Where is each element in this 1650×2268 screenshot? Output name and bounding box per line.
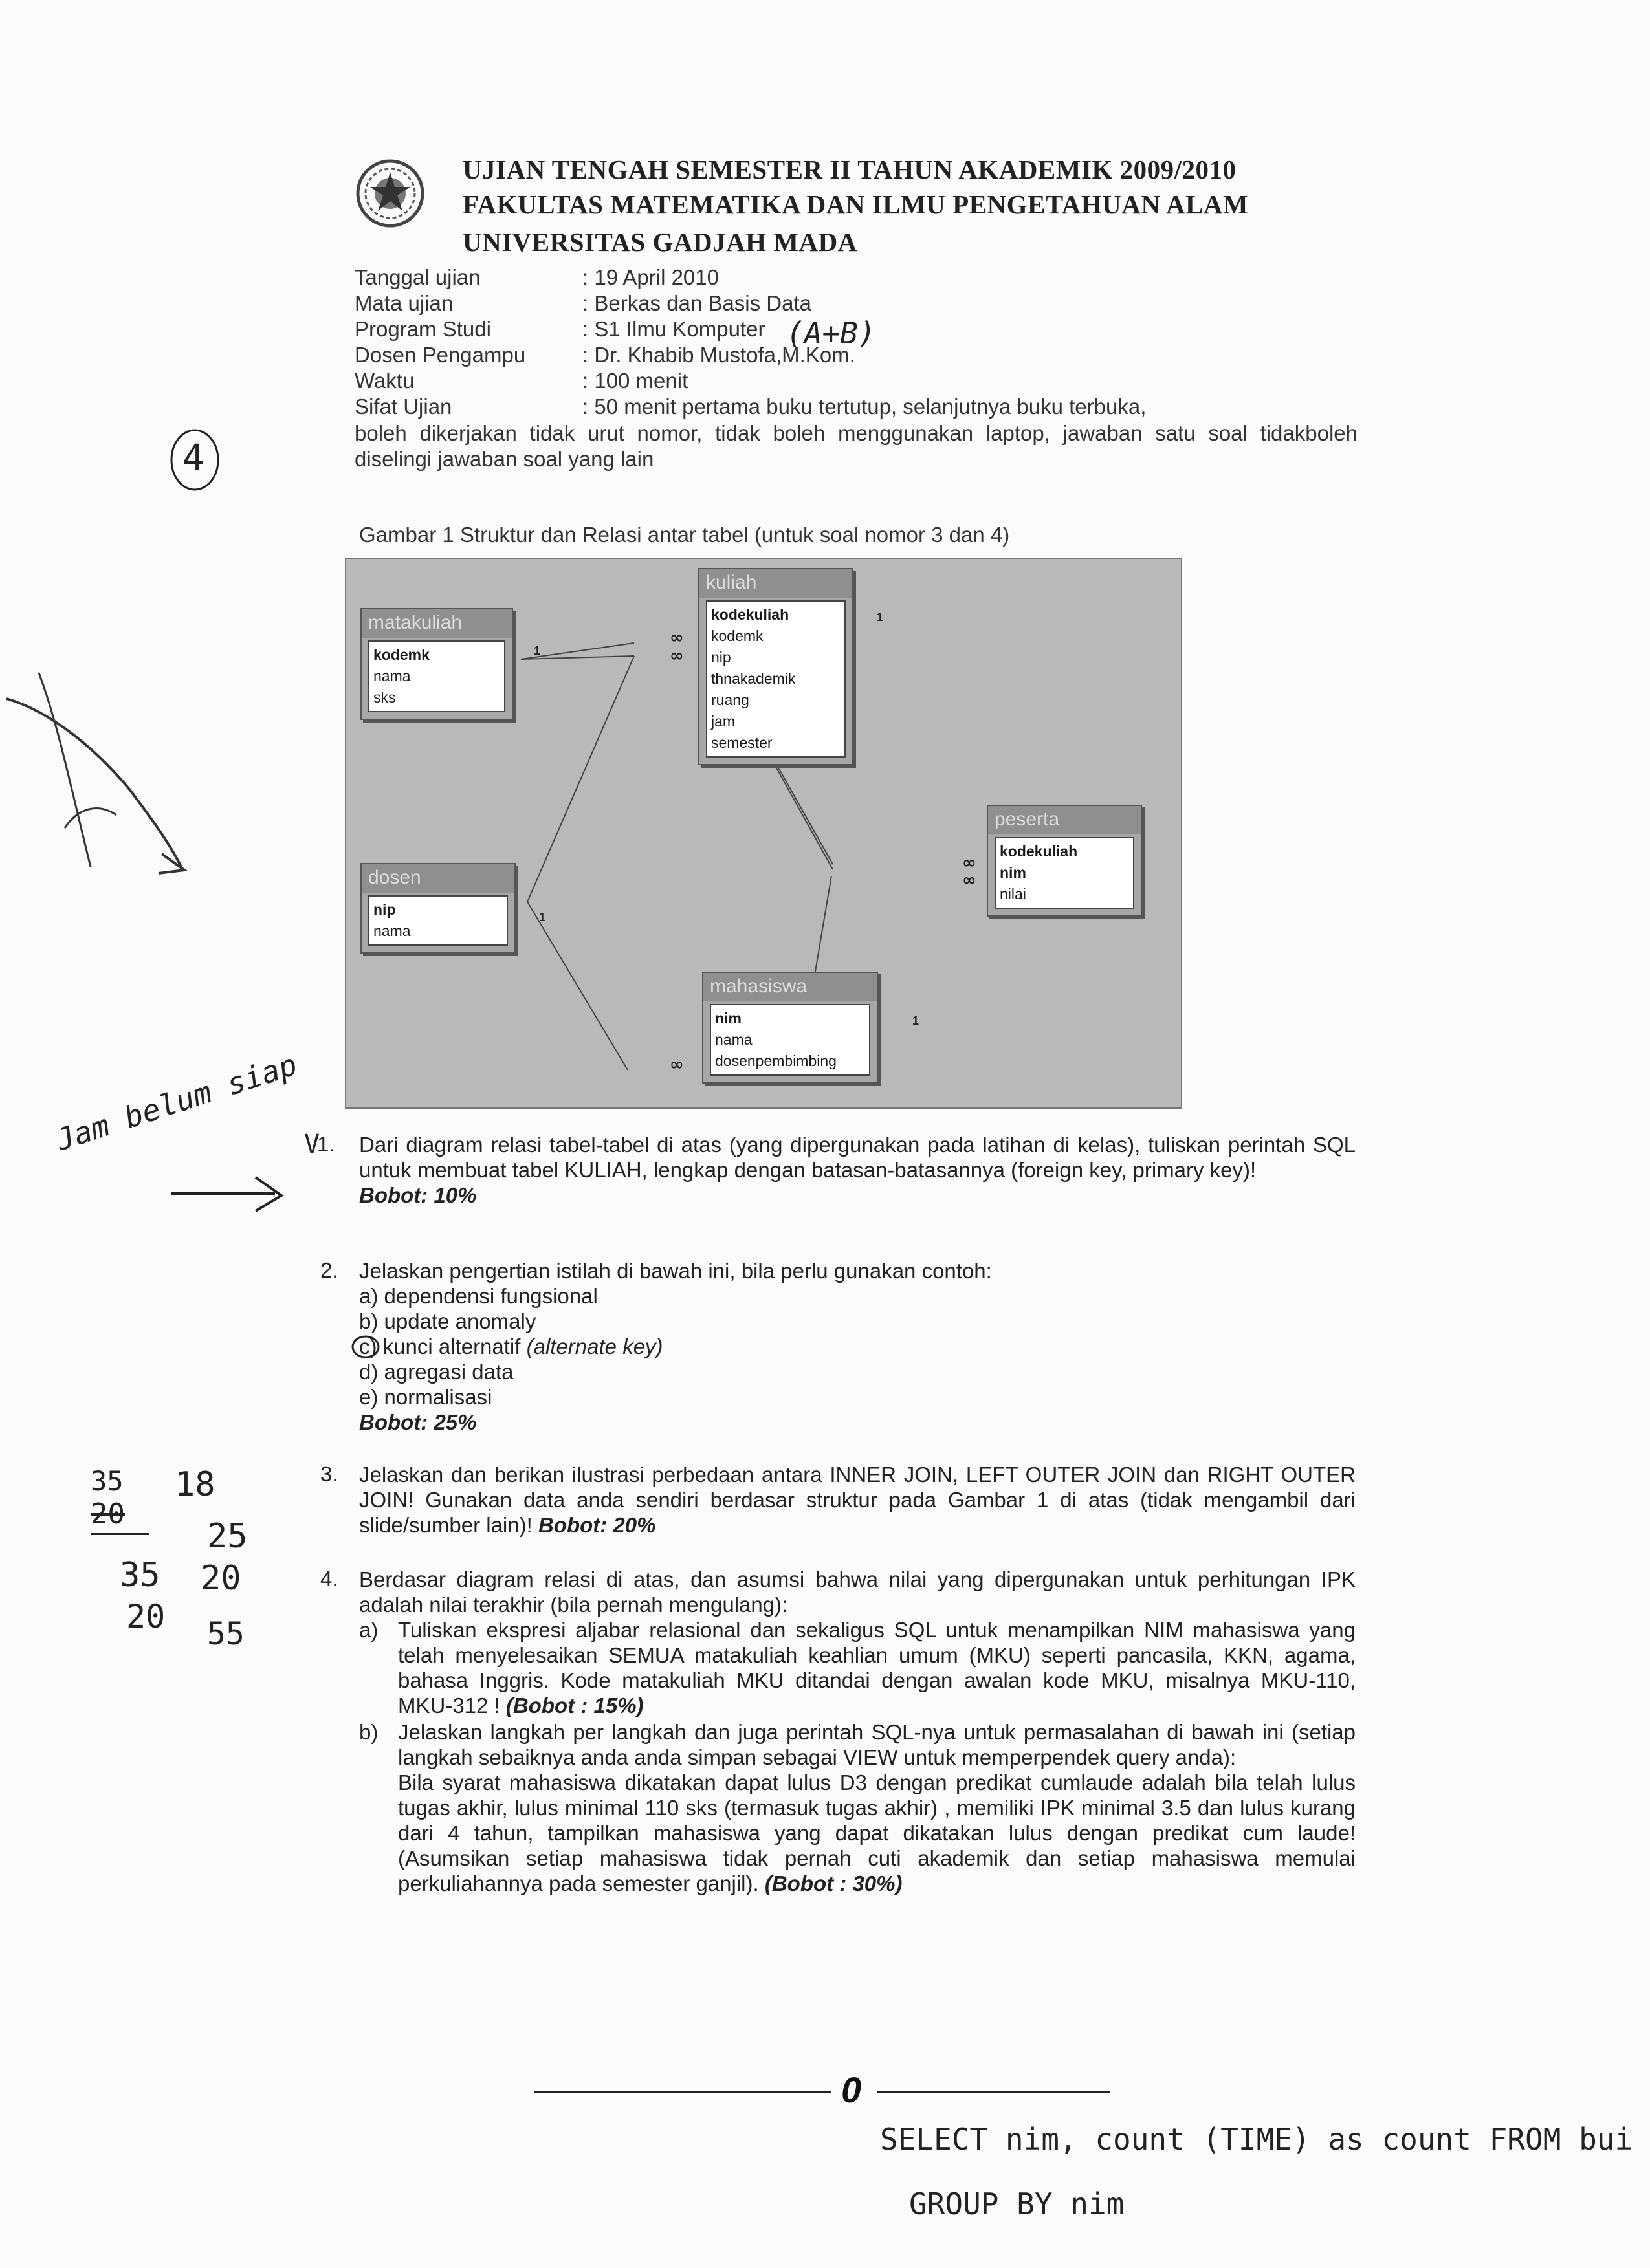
field: kodemk [711,627,764,644]
table-fields [995,837,1134,909]
question-4b-problem [398,1770,1356,1896]
end-line-left [534,2091,831,2093]
table-title: matakuliah [362,609,512,638]
info-label: Mata ujian [355,291,454,315]
handwritten-number: 20 [91,1498,125,1531]
question-1-text [359,1132,1356,1208]
question-2-bobot: Bobot: 25% [359,1410,477,1434]
rel-many-symbol: ∞ [670,1055,684,1074]
handwritten-check-v: V [304,1129,320,1159]
info-value: : S1 Ilmu Komputer [582,317,765,341]
info-value: : 50 menit pertama buku tertutup, selanjutnya buku terbuka, [582,395,1147,419]
header-university: UNIVERSITAS GADJAH MADA [463,227,857,257]
info-label: Dosen Pengampu [355,343,526,367]
rel-one-label: 1 [912,1014,919,1027]
info-value: : 100 menit [582,369,688,393]
field-pk: nip [373,901,396,918]
item-c-label: c) kunci alternatif [359,1335,521,1358]
handwritten-number: 35 [120,1556,160,1595]
info-label: Program Studi [355,317,491,341]
table-matakuliah [360,608,513,720]
question-3-text [359,1462,1356,1538]
rel-many-symbol: ∞ [962,871,976,890]
header-title: UJIAN TENGAH SEMESTER II TAHUN AKADEMIK 2009/2010 [463,155,1237,184]
rel-one-label: 1 [877,611,884,624]
handwritten-underline [91,1533,149,1535]
table-kuliah [698,568,853,765]
question-2-item-e: e) normalisasi [359,1385,492,1409]
handwritten-ab-note: (A+B) [786,316,876,351]
header-faculty: FAKULTAS MATEMATIKA DAN ILMU PENGETAHUAN ALAM [463,190,1249,219]
handwritten-number: 25 [207,1517,248,1556]
table-peserta [987,805,1142,917]
table-title: kuliah [699,569,852,598]
question-4a-label: a) [359,1618,379,1642]
handwritten-circled-number: 4 [182,437,204,479]
table-fields [710,1004,870,1076]
table-mahasiswa [702,972,878,1084]
info-label: Tanggal ujian [355,265,481,289]
table-fields [706,600,846,758]
question-4a-bobot: (Bobot : 15%) [505,1694,644,1717]
field-pk: kodemk [373,646,430,663]
question-4b-label: b) [359,1720,379,1744]
table-dosen [360,863,516,954]
rel-many-symbol: ∞ [962,853,976,873]
question-3-number: 3. [320,1462,338,1486]
question-2-item-d: d) agregasi data [359,1360,514,1384]
table-fields [368,895,508,946]
table-title: peserta [988,806,1141,834]
question-3-body: Jelaskan dan berikan ilustrasi perbedaan antara INNER JOIN, LEFT OUTER JOIN dan RIGHT OUTER JOIN! Gunakan data anda sendiri berdasar struktur pada Gambar 1 di atas (tidak mengambil dari slide/sumber lain)! [359,1463,1356,1537]
exam-rules: boleh dikerjakan tidak urut nomor, tidak boleh menggunakan laptop, jawaban satu soal tidakboleh diselingi jawaban soal yang lain [355,421,1358,471]
field-pk: nim [1000,864,1026,881]
field: nama [373,922,411,939]
question-4b-instruction: Jelaskan langkah per langkah dan juga perintah SQL-nya untuk permasalahan di bawah ini (setiap langkah sebaiknya anda anda simpan sebagai VIEW untuk memperpendek query anda): [398,1720,1356,1769]
field-pk: kodekuliah [711,606,789,623]
question-4b-body: Bila syarat mahasiswa dikatakan dapat lulus D3 dengan predikat cumlaude adalah bila telah lulus tugas akhir, lulus minimal 110 sks (termasuk tugas akhir) , memiliki IPK minimal 3.5 dan lulus kurang dari 4 tahun, tampilkan mahasiswa yang dapat dikatakan lulus dengan predikat cum laude! (Asumsikan setiap mahasiswa tidak pernah cuti akademik dan setiap mahasiswa memulai perkuliahannya pada semester ganjil). [398,1771,1356,1895]
question-4a-text [398,1617,1356,1718]
handwritten-sql-line1: SELECT nim, count (TIME) as count FROM bui [880,2122,1633,2157]
info-value: : Dr. Khabib Mustofa,M.Kom. [582,343,855,367]
info-label: Waktu [355,369,415,393]
field: nip [711,649,731,666]
rel-many-symbol: ∞ [670,646,684,666]
info-label: Sifat Ujian [355,395,452,419]
question-4-number: 4. [320,1567,338,1591]
field: ruang [711,692,749,708]
table-fields [368,640,505,712]
item-c-italic: (alternate key) [526,1335,663,1358]
table-title: mahasiswa [703,973,877,1001]
question-4-intro: Berdasar diagram relasi di atas, dan asumsi bahwa nilai yang dipergunakan untuk perhitungan IPK adalah nilai terakhir (bila pernah mengulang): [359,1567,1356,1617]
question-2-item-a: a) dependensi fungsional [359,1284,598,1308]
handwritten-circle-c [349,1334,382,1360]
field-pk: kodekuliah [1000,843,1078,860]
handwritten-scribble-arrow [0,660,214,906]
university-seal-icon [355,158,426,229]
question-1-body: Dari diagram relasi tabel-tabel di atas (yang dipergunakan pada latihan di kelas), tuliskan perintah SQL untuk membuat tabel KULIAH, lengkap dengan batasan-batasannya (foreign key, primary key)! [359,1133,1356,1182]
field-pk: nim [715,1010,742,1027]
question-1-number: 1. [317,1132,335,1156]
question-3-bobot: Bobot: 20% [538,1513,656,1537]
end-line-right [877,2091,1110,2093]
handwritten-jam-note: Jam belum siap [52,1047,302,1158]
field: sks [373,689,396,706]
question-2-intro: Jelaskan pengertian istilah di bawah ini, bila perlu gunakan contoh: [359,1259,992,1283]
end-mark: 0 [841,2069,862,2110]
handwritten-number: 20 [201,1559,241,1598]
question-4b-text [398,1719,1356,1896]
rel-many-symbol: ∞ [670,628,684,648]
handwritten-number: 20 [126,1598,166,1635]
field: nama [715,1031,753,1048]
table-title: dosen [362,864,514,893]
question-4b-bobot: (Bobot : 30%) [764,1871,903,1895]
field: jam [711,713,736,730]
figure-caption: Gambar 1 Struktur dan Relasi antar tabel (untuk soal nomor 3 dan 4) [359,523,1010,547]
question-4a-body: Tuliskan ekspresi aljabar relasional dan sekaligus SQL untuk menampilkan NIM mahasiswa yang telah menyelesaikan SEMUA matakuliah keahlian umum (MKU) seperti pancasila, KKN, agama, bahasa Inggris. Kode matakuliah MKU ditandai dengan awalan kode MKU, misalnya MKU-110, MKU-312 ! [398,1618,1356,1717]
handwritten-number: 18 [175,1465,215,1504]
field: semester [711,734,773,751]
question-2-item-b: b) update anomaly [359,1309,536,1333]
field: nama [373,668,411,684]
handwritten-number: 55 [207,1616,245,1652]
field: nilai [1000,886,1026,902]
handwritten-sql-line2: GROUP BY nim [909,2186,1125,2221]
handwritten-number: 35 [91,1465,124,1497]
rel-one-label: 1 [539,911,546,924]
question-2-item-c [359,1334,663,1359]
relationship-diagram [345,558,1182,1109]
rel-one-label: 1 [534,644,541,657]
field: dosenpembimbing [715,1052,837,1069]
handwritten-arrow [165,1171,294,1216]
question-2-number: 2. [320,1258,338,1282]
question-1-bobot: Bobot: 10% [359,1183,477,1207]
field: thnakademik [711,670,796,687]
info-value: : Berkas dan Basis Data [582,291,812,315]
info-value: : 19 April 2010 [582,265,719,289]
